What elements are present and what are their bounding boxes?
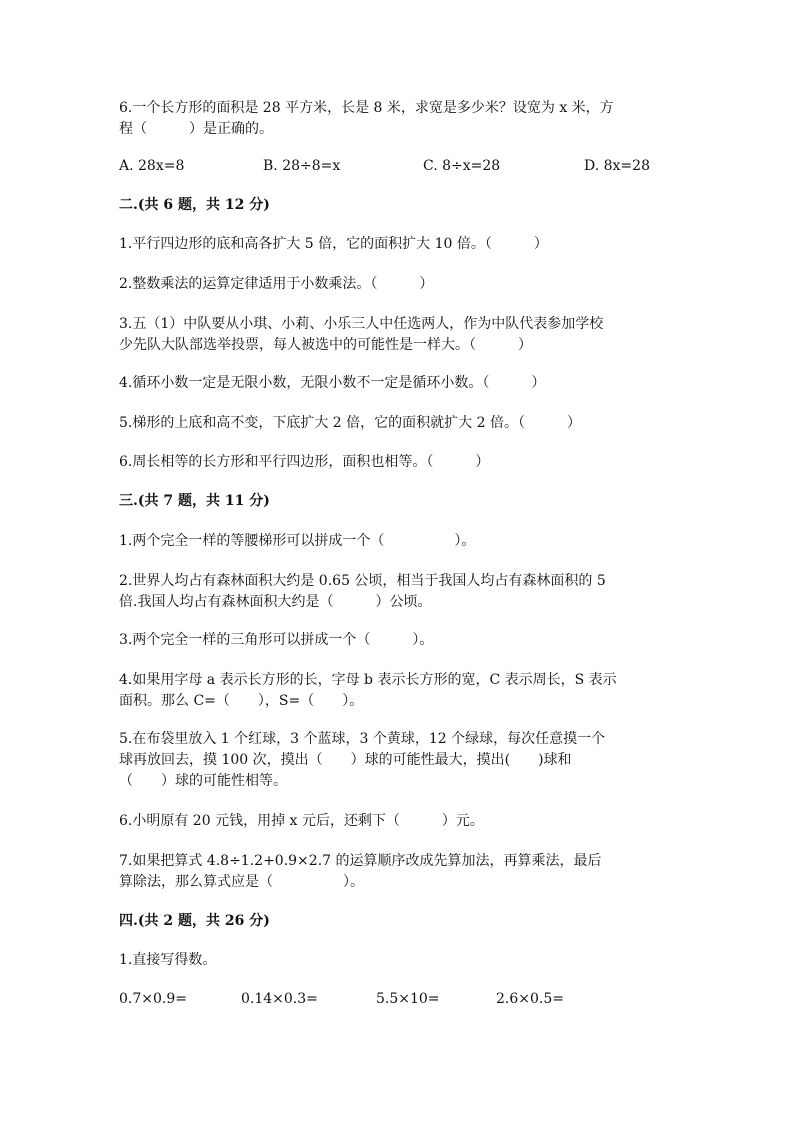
s2-item-3-line-1: 3.五（1）中队要从小琪、小莉、小乐三人中任选两人，作为中队代表参加学校 <box>119 316 604 332</box>
section-2-header: 二.(共 6 题，共 12 分) <box>119 197 270 213</box>
q6-option-b: B. 28÷8=x <box>263 158 341 174</box>
s2-item-4: 4.循环小数一定是无限小数，无限小数不一定是循环小数。（ ） <box>119 375 546 391</box>
calc-item-3: 5.5×10= <box>376 991 440 1007</box>
s3-item-6: 6.小明原有 20 元钱，用掉 x 元后，还剩下（ ）元。 <box>119 813 484 829</box>
section-3-header: 三.(共 7 题，共 11 分) <box>119 493 270 509</box>
q6-option-c: C. 8÷x=28 <box>423 158 501 174</box>
s3-item-7-line-2: 算除法，那么算式应是（ ）。 <box>119 874 364 890</box>
s2-item-6: 6.周长相等的长方形和平行四边形，面积也相等。（ ） <box>119 454 490 470</box>
s3-item-7-line-1: 7.如果把算式 4.8÷1.2+0.9×2.7 的运算顺序改成先算加法，再算乘法，最后 <box>119 853 602 869</box>
s3-item-4-line-1: 4.如果用字母 a 表示长方形的长，字母 b 表示长方形的宽，C 表示周长，S 表示 <box>119 672 617 688</box>
s3-item-2-line-1: 2.世界人均占有森林面积大约是 0.65 公顷，相当于我国人均占有森林面积的 5 <box>119 573 606 589</box>
calc-item-2: 0.14×0.3= <box>241 991 318 1007</box>
calc-item-1: 0.7×0.9= <box>119 991 187 1007</box>
s3-item-3: 3.两个完全一样的三角形可以拼成一个（ ）。 <box>119 632 434 648</box>
s3-item-5-line-1: 5.在布袋里放入 1 个红球，3 个蓝球，3 个黄球，12 个绿球，每次任意摸一个 <box>119 731 606 747</box>
q6-text-line-1: 6.一个长方形的面积是 28 平方米，长是 8 米，求宽是多少米？设宽为 x 米，方 <box>119 100 614 116</box>
s4-item-1: 1.直接写得数。 <box>119 952 217 968</box>
s3-item-1: 1.两个完全一样的等腰梯形可以拼成一个（ ）。 <box>119 533 476 549</box>
s3-item-5-line-3: （ ）球的可能性相等。 <box>119 773 287 789</box>
s2-item-3-line-2: 少先队大队部选举投票，每人被选中的可能性是一样大。（ ） <box>119 337 532 353</box>
s3-item-4-line-2: 面积。那么 C=（ ），S=（ ）。 <box>119 693 364 709</box>
s2-item-1: 1.平行四边形的底和高各扩大 5 倍，它的面积扩大 10 倍。（ ） <box>119 236 548 252</box>
q6-text-line-2: 程（ ）是正确的。 <box>119 121 273 137</box>
calc-item-4: 2.6×0.5= <box>496 991 564 1007</box>
s3-item-5-line-2: 球再放回去，摸 100 次，摸出（ ）球的可能性最大，摸出( )球和 <box>119 752 572 768</box>
s2-item-5: 5.梯形的上底和高不变，下底扩大 2 倍，它的面积就扩大 2 倍。（ ） <box>119 415 581 431</box>
q6-option-d: D. 8x=28 <box>584 158 650 174</box>
s3-item-2-line-2: 倍.我国人均占有森林面积大约是（ ）公顷。 <box>119 594 432 610</box>
q6-option-a: A. 28x=8 <box>119 158 185 174</box>
section-4-header: 四.(共 2 题，共 26 分) <box>119 913 270 929</box>
s2-item-2: 2.整数乘法的运算定律适用于小数乘法。（ ） <box>119 276 434 292</box>
